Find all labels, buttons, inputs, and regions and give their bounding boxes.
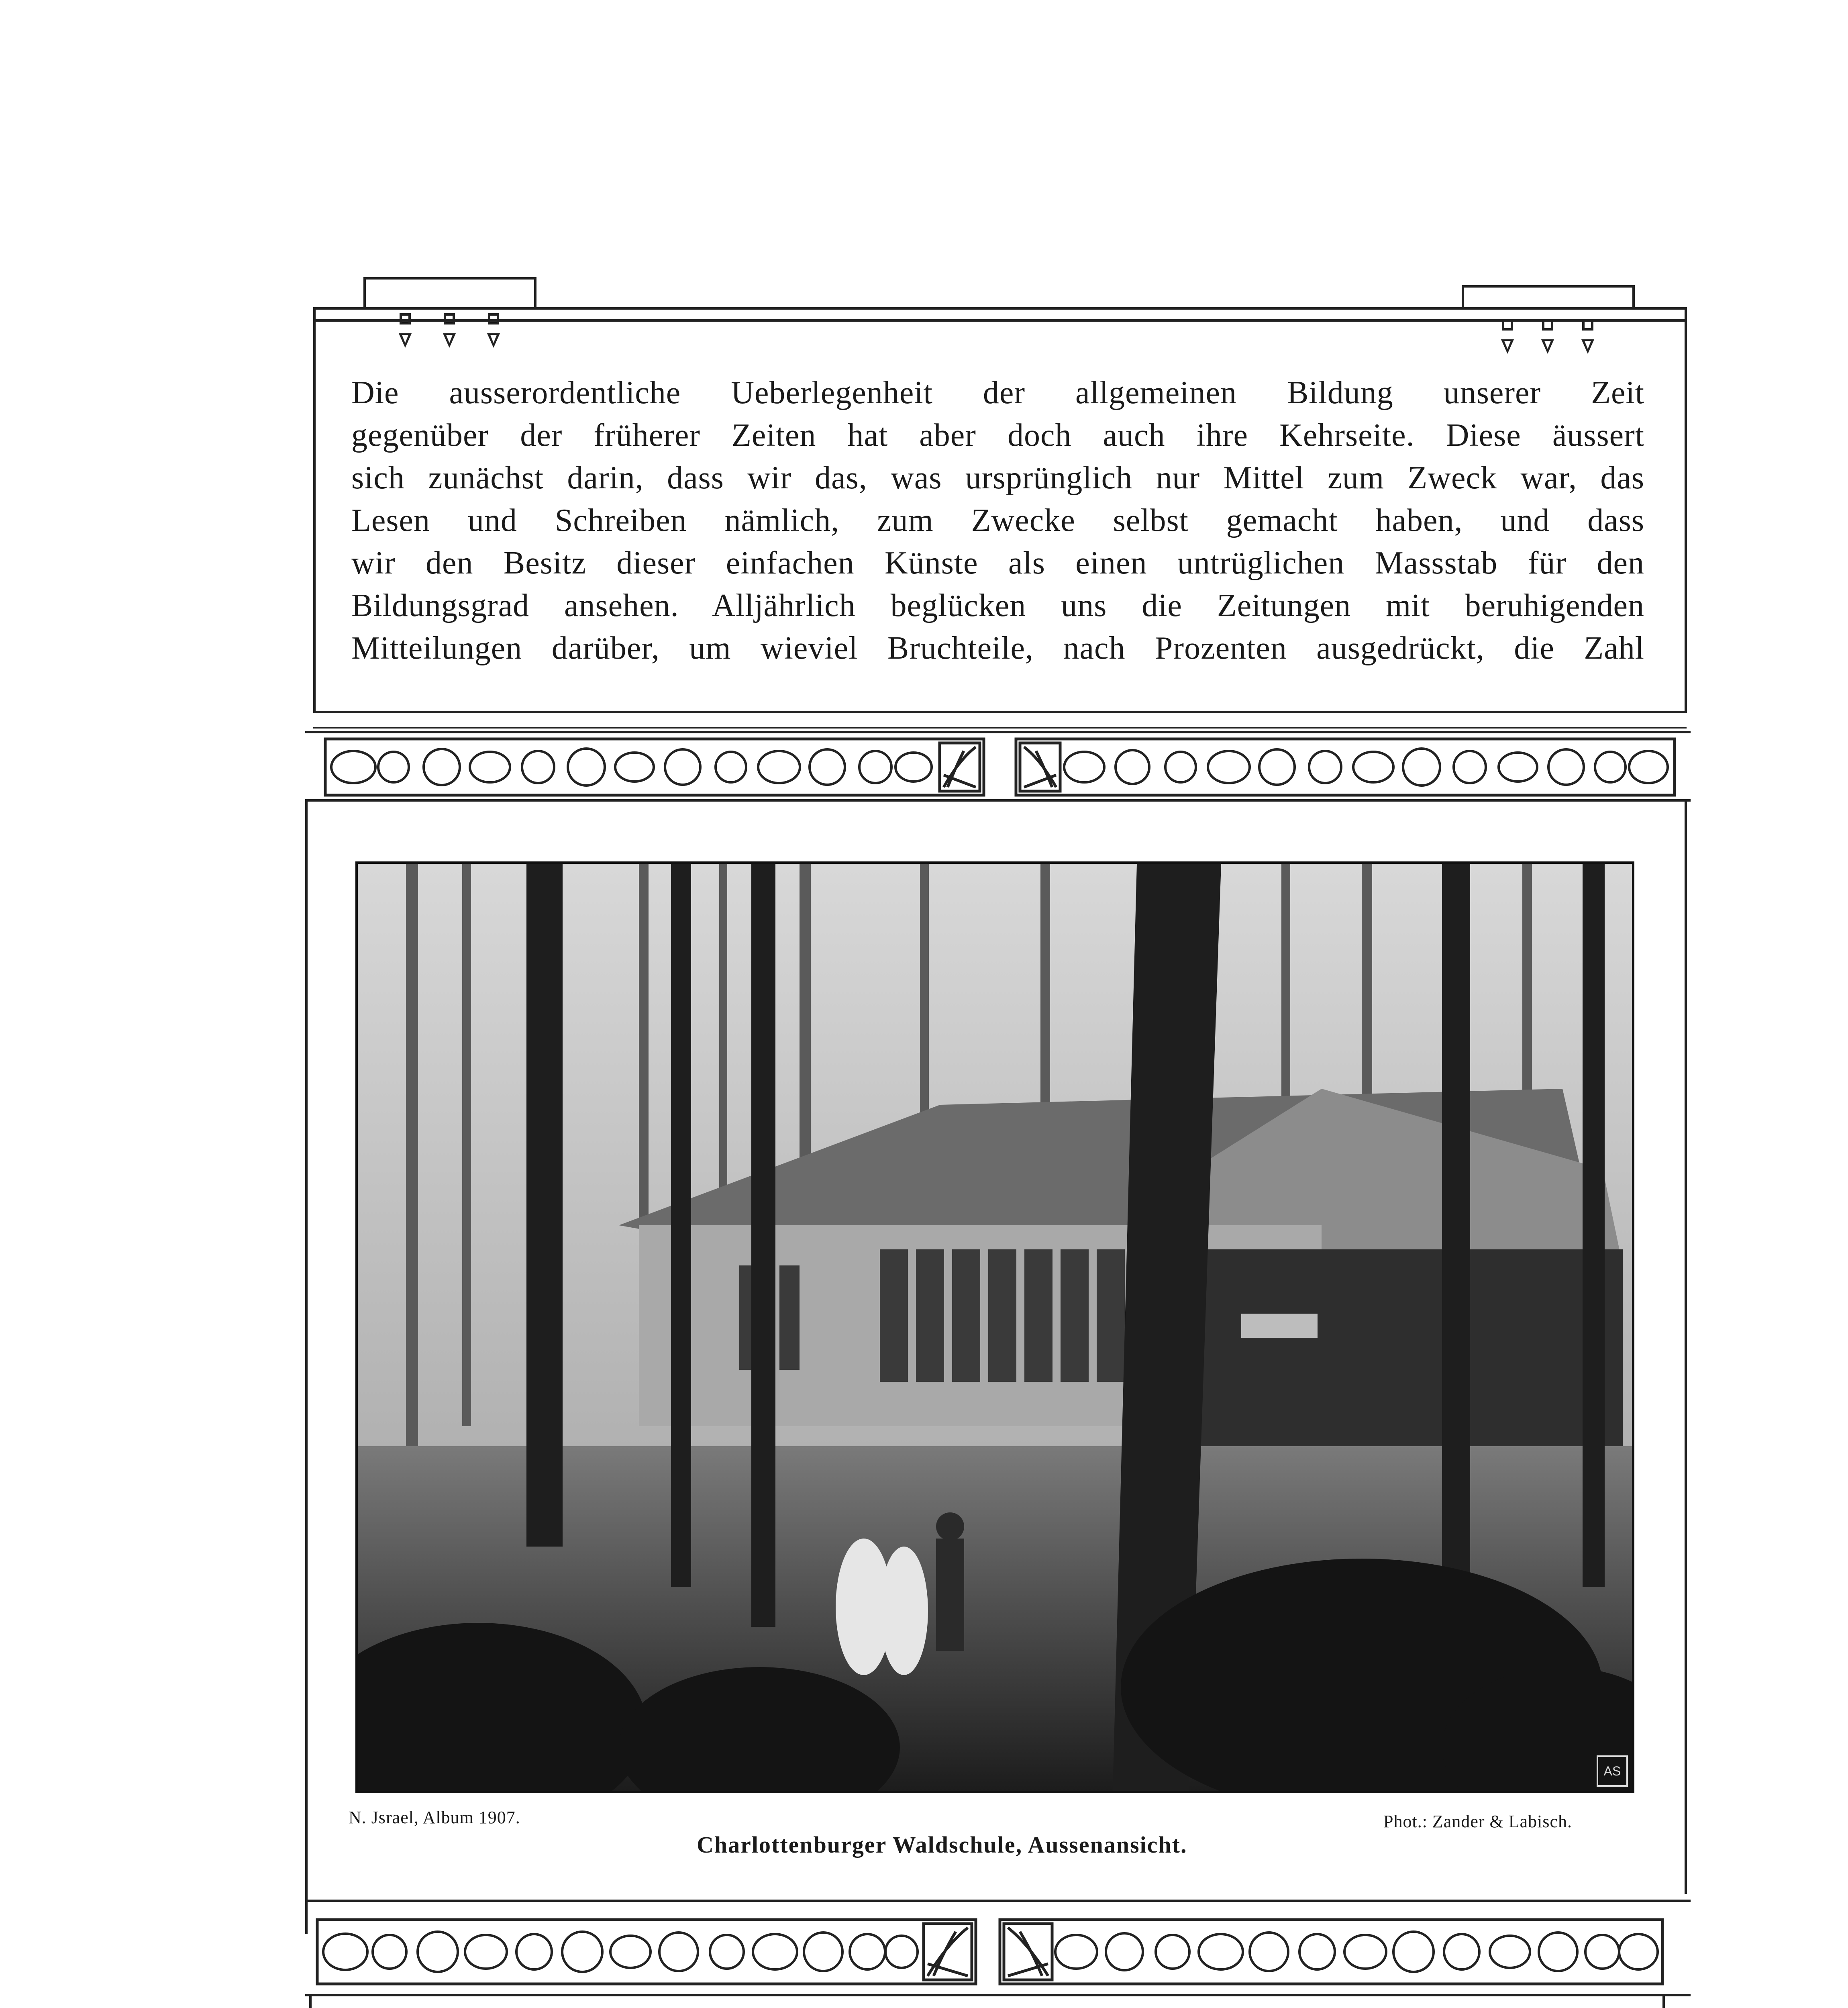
photographer-monogram: AS [1597,1755,1628,1787]
ornament-square [400,313,411,324]
ornament-triangle [1501,339,1514,354]
ornament-triangle [1541,339,1554,354]
ornament-square [488,313,499,324]
text-line: Mitteilungen darüber, um wieviel Bruchteile, nach Prozenten ausgedrückt, die Zahl [351,631,1644,666]
ornament-triangle [443,333,456,348]
ornament-square [1542,319,1553,331]
photo-illustration [358,864,1633,1792]
ornament-square [1502,319,1513,331]
text-line: Die ausserordentliche Ueberlegenheit der allgemeinen Bildung unserer Zeit [351,375,1644,410]
text-line: Bildungsgrad ansehen. Alljährlich beglücken uns die Zeitungen mit beruhigenden [351,588,1644,623]
photographer-credit: Phot.: Zander & Labisch. [1383,1812,1573,1831]
fruit-garland-ornament [321,735,1679,799]
forest-school-photo [355,861,1634,1793]
text-line: Lesen und Schreiben nämlich, zum Zwecke selbst gemacht haben, und dass [351,503,1644,538]
ornament-triangle [1581,339,1594,354]
ornament-square [444,313,455,324]
top-paragraph [351,371,1644,669]
ornament-triangle [487,333,500,348]
ornament-triangle [399,333,412,348]
ornament-square [1582,319,1593,331]
photo-caption: Charlottenburger Waldschule, Aussenansicht. [697,1832,1187,1858]
source-credit: N. Jsrael, Album 1907. [349,1808,520,1827]
text-line: sich zunächst darin, dass wir das, was ursprünglich nur Mittel zum Zweck war, das [351,460,1644,496]
text-line: wir den Besitz dieser einfachen Künste als einen untrüglichen Massstab für den [351,545,1644,581]
text-line: gegenüber der früherer Zeiten hat aber doch auch ihre Kehrseite. Diese äussert [351,418,1644,453]
fruit-garland-ornament [313,1916,1671,1988]
